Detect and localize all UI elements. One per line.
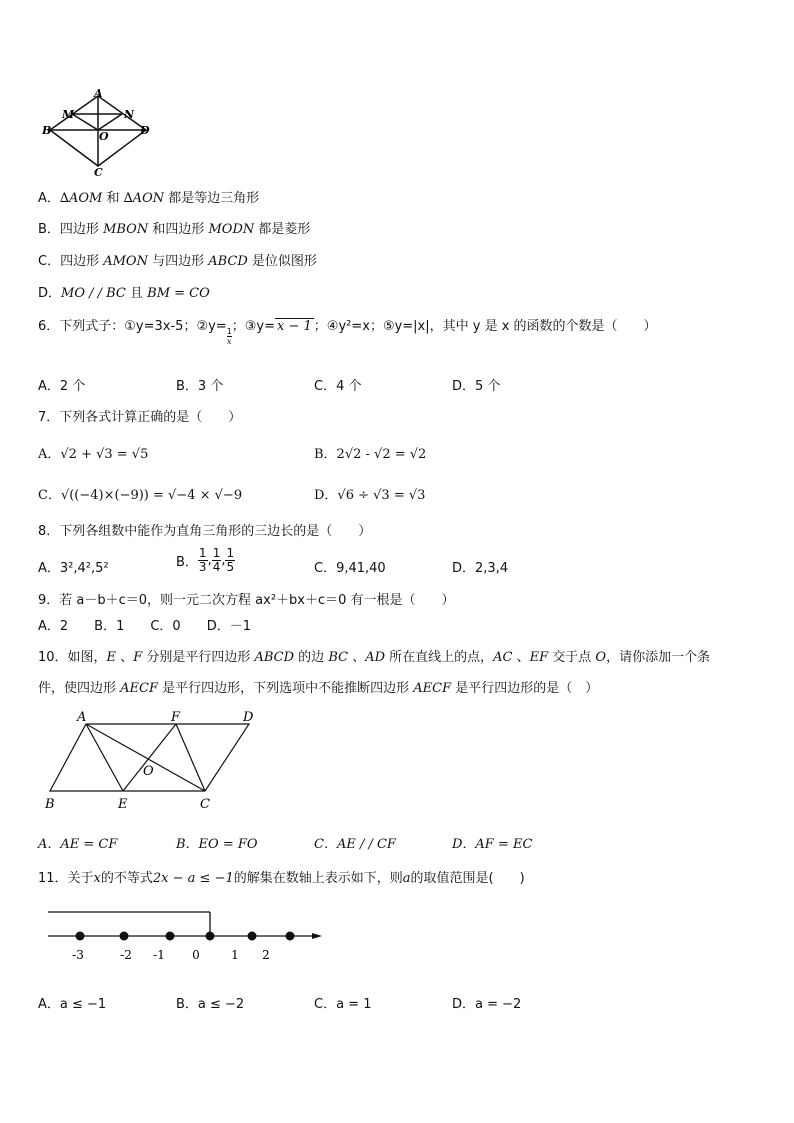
label-O: O xyxy=(99,130,109,143)
axis-label-1: 1 xyxy=(231,948,239,962)
q8-stem: 8．下列各组数中能作为直角三角形的三边长的是（ ） xyxy=(38,524,372,539)
rhombus-figure xyxy=(40,88,170,178)
q10-option-d[interactable]: D．AF = EC xyxy=(452,837,533,852)
q8-option-a[interactable]: A．3²,4²,5² xyxy=(38,561,109,576)
parallelogram-figure xyxy=(40,707,270,815)
q6-fraction: $\frac{1}{x}$ xyxy=(226,327,232,346)
axis-label-0: 0 xyxy=(192,948,200,962)
q8-frac-3: $\frac{1}{5}$ xyxy=(226,546,235,574)
axis-label-neg3: -3 xyxy=(72,948,84,962)
label-O: O xyxy=(143,764,154,779)
label-C: C xyxy=(200,797,210,812)
q5-option-d[interactable]: D．MO / / BC 且 BM = CO xyxy=(38,286,210,301)
q7-stem: 7．下列各式计算正确的是（ ） xyxy=(38,410,242,425)
q10-option-b[interactable]: B．EO = FO xyxy=(176,837,258,852)
q6-sqrt: x − 1 xyxy=(277,319,312,334)
q10-option-c[interactable]: C．AE / / CF xyxy=(314,837,396,852)
q8-option-d[interactable]: D．2,3,4 xyxy=(452,561,509,576)
label-B: B xyxy=(45,797,55,812)
axis-label-neg2: -2 xyxy=(120,948,132,962)
number-line-figure xyxy=(40,903,330,965)
label-D: D xyxy=(243,710,254,725)
label-D: D xyxy=(140,124,150,137)
label-E: E xyxy=(118,797,128,812)
q6-stem: 6．下列式子：①y=3x-5；②y= $\frac{1}{x}$ ；③y= x − 1 ；④y²=x；⑤y=|x|，其中 y 是 x 的函数的个数是（ ） xyxy=(38,319,657,346)
label-N: N xyxy=(124,108,135,121)
q10-stem-line1: 10．如图，E 、F 分别是平行四边形 ABCD 的边 BC 、AD 所在直线上的点，AC 、EF 交于点 O，请你添加一个条 xyxy=(38,650,711,665)
q11-option-d[interactable]: D．a = −2 xyxy=(452,997,522,1012)
q7-option-c[interactable]: C．√((−4)×(−9)) = √−4 × √−9 xyxy=(38,488,243,503)
q9-stem: 9．若 a－b＋c＝0，则一元二次方程 ax²＋bx＋c＝0 有一根是（ ） xyxy=(38,593,455,608)
label-M: M xyxy=(62,108,75,121)
q5-option-a[interactable]: A．∆AOM 和 ∆AON 都是等边三角形 xyxy=(38,191,260,206)
q7-option-d[interactable]: D．√6 ÷ √3 = √3 xyxy=(314,488,426,503)
q8-frac-1: $\frac{1}{3}$ xyxy=(198,546,207,574)
axis-label-neg1: -1 xyxy=(153,948,165,962)
q11-stem: 11．关于x的不等式2x − a ≤ −1的解集在数轴上表示如下，则a的取值范围是( ) xyxy=(38,871,525,886)
q11-option-c[interactable]: C．a = 1 xyxy=(314,997,372,1012)
label-B: B xyxy=(42,124,52,137)
q6-option-a[interactable]: A．2 个 xyxy=(38,379,86,394)
q10-stem-line2: 件，使四边形 AECF 是平行四边形，下列选项中不能推断四边形 AECF 是平行四边形的是（ ） xyxy=(38,681,599,696)
q8-frac-2: $\frac{1}{4}$ xyxy=(212,546,221,574)
axis-label-2: 2 xyxy=(262,948,270,962)
q8-option-b[interactable]: B． $\frac{1}{3}$ , $\frac{1}{4}$ , $\frac{1}{5}$ xyxy=(176,546,235,574)
q10-option-a[interactable]: A．AE = CF xyxy=(38,837,118,852)
q11-option-a[interactable]: A．a ≤ −1 xyxy=(38,997,107,1012)
q6-option-d[interactable]: D．5 个 xyxy=(452,379,501,394)
q9-options[interactable]: A．2 B．1 C．0 D．－1 xyxy=(38,619,251,634)
label-F: F xyxy=(171,710,181,725)
label-A: A xyxy=(94,88,103,100)
label-A: A xyxy=(77,710,87,725)
q7-option-a[interactable]: A．√2 + √3 = √5 xyxy=(38,447,149,462)
q7-option-b[interactable]: B．2√2 - √2 = √2 xyxy=(314,447,427,462)
label-C: C xyxy=(94,166,103,178)
q11-option-b[interactable]: B．a ≤ −2 xyxy=(176,997,245,1012)
q5-option-b[interactable]: B．四边形 MBON 和四边形 MODN 都是菱形 xyxy=(38,222,311,237)
q5-option-c[interactable]: C．四边形 AMON 与四边形 ABCD 是位似图形 xyxy=(38,254,317,269)
q6-option-c[interactable]: C．4 个 xyxy=(314,379,362,394)
q6-option-b[interactable]: B．3 个 xyxy=(176,379,224,394)
q8-option-c[interactable]: C．9,41,40 xyxy=(314,561,386,576)
